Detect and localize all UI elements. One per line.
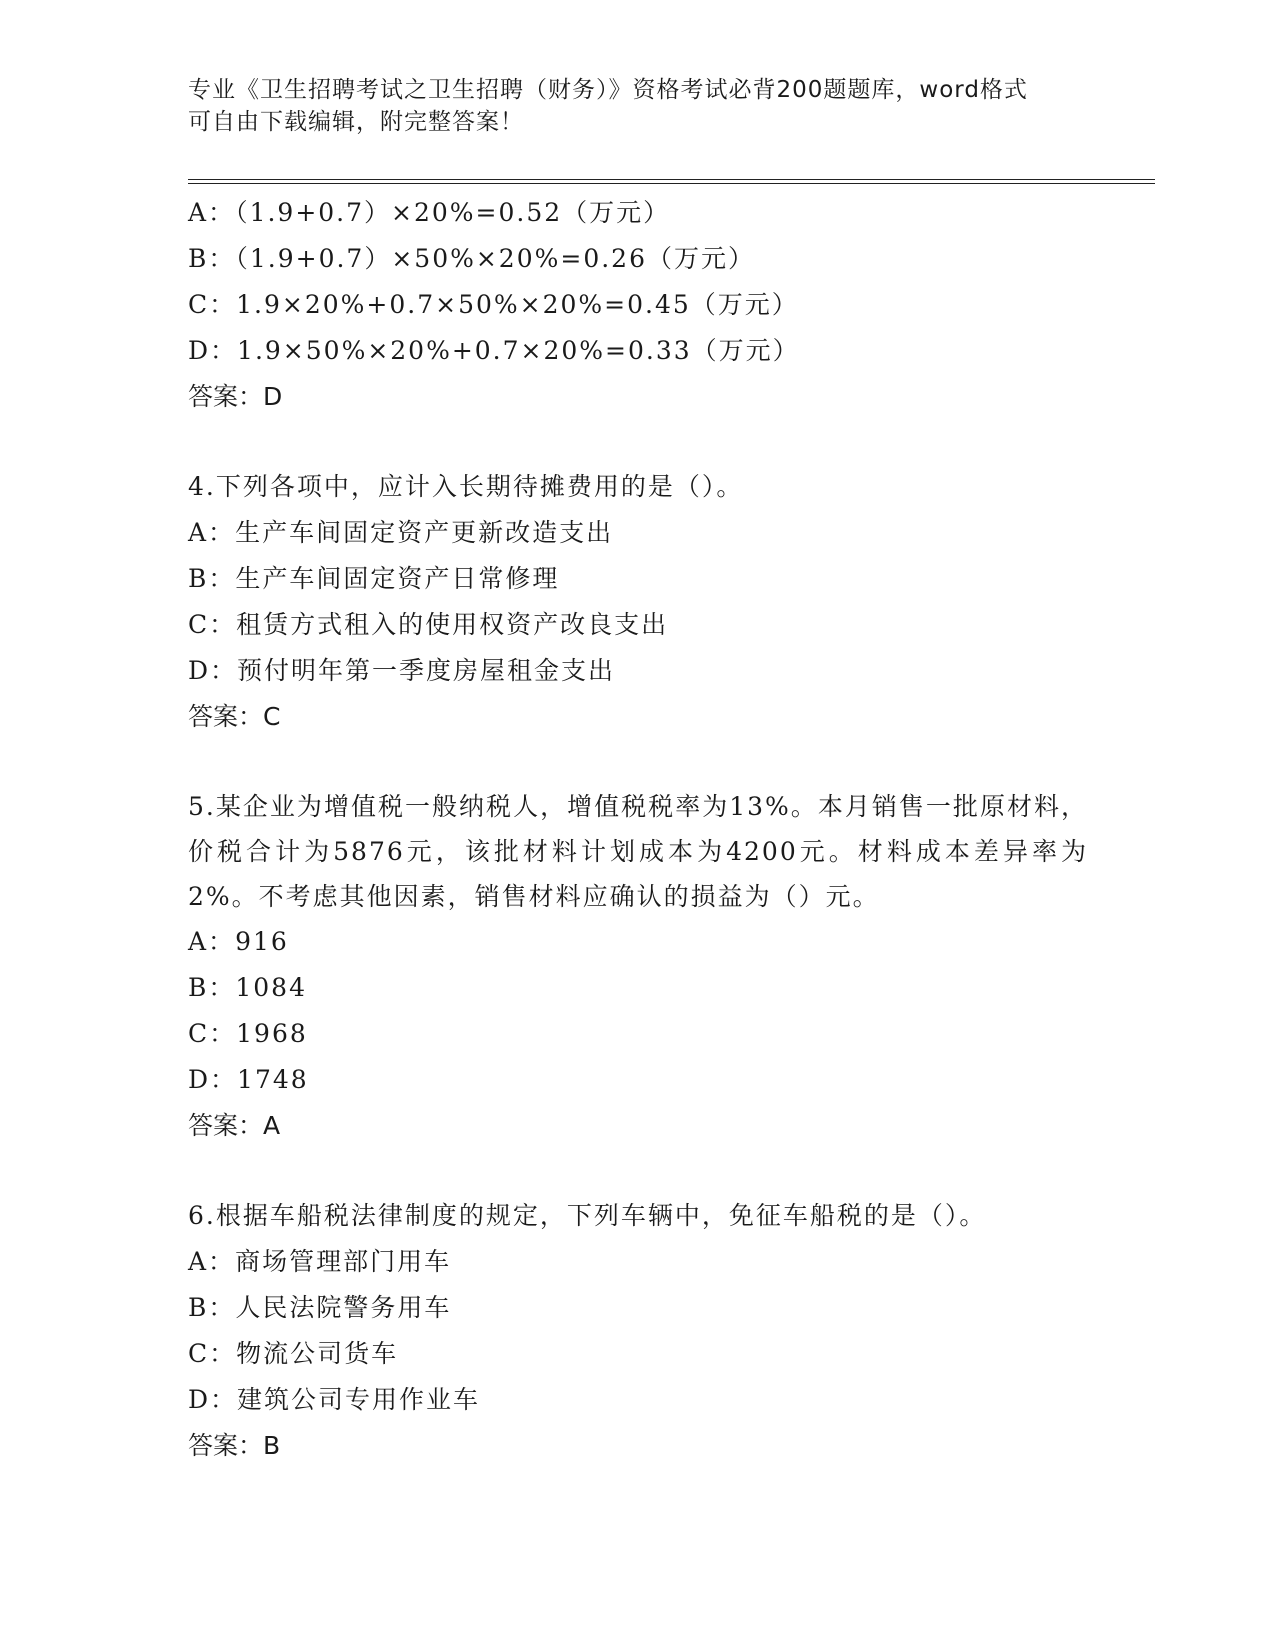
question-text: 6.根据车船税法律制度的规定，下列车辆中，免征车船税的是（）。	[188, 1201, 987, 1230]
spacer	[188, 1149, 1088, 1193]
question-6	[188, 1193, 1088, 1469]
option-text: （1.9+0.7）×50%×20%=0.26（万元）	[235, 244, 755, 273]
option-d	[188, 1057, 1088, 1103]
option-label: C：	[188, 1019, 237, 1048]
option-label: D：	[188, 1065, 238, 1094]
question-4	[188, 464, 1088, 740]
header-line-1: 专业《卫生招聘考试之卫生招聘（财务）》资格考试必背200题题库，word格式	[188, 77, 1028, 103]
option-label: D：	[188, 656, 238, 685]
option-b	[188, 1285, 1088, 1331]
answer-line: 答案：A	[188, 1111, 281, 1140]
option-text: 租赁方式租入的使用权资产改良支出	[236, 610, 669, 639]
answer-line: 答案：D	[188, 382, 283, 411]
option-text: 1968	[236, 1019, 308, 1048]
document-header	[188, 74, 1088, 138]
spacer	[188, 420, 1088, 464]
option-text: 1748	[237, 1065, 309, 1094]
question-5	[188, 784, 1088, 1149]
header-line-2: 可自由下载编辑，附完整答案！	[188, 109, 524, 135]
option-b	[188, 556, 1088, 602]
option-a	[188, 510, 1088, 556]
option-text: 建筑公司专用作业车	[237, 1385, 481, 1414]
option-c	[188, 1331, 1088, 1377]
option-label: A：	[188, 1247, 236, 1276]
option-text: 1084	[235, 973, 307, 1002]
option-label: C：	[188, 1339, 237, 1368]
option-text: 生产车间固定资产日常修理	[235, 564, 560, 593]
question-3	[188, 190, 1088, 420]
option-text: 预付明年第一季度房屋租金支出	[237, 656, 616, 685]
question-text: 5.某企业为增值税一般纳税人，增值税税率为13%。本月销售一批原材料，价税合计为5876元，该批材料计划成本为4200元。材料成本差异率为2%。不考虑其他因素，销售材料应确认的损益为（）元。	[188, 792, 1088, 911]
option-text: （1.9+0.7）×20%=0.52（万元）	[235, 198, 671, 227]
option-c	[188, 1011, 1088, 1057]
option-c	[188, 602, 1088, 648]
option-label: B：	[188, 564, 236, 593]
option-label: B：	[188, 244, 236, 273]
option-b	[188, 236, 1088, 282]
option-label: C：	[188, 290, 237, 319]
option-label: A：	[188, 927, 236, 956]
option-d	[188, 648, 1088, 694]
option-text: 1.9×20%+0.7×50%×20%=0.45（万元）	[236, 290, 799, 319]
option-c	[188, 282, 1088, 328]
question-list	[188, 190, 1088, 1469]
option-text: 1.9×50%×20%+0.7×20%=0.33（万元）	[237, 336, 800, 365]
option-label: B：	[188, 1293, 236, 1322]
option-label: D：	[188, 1385, 238, 1414]
option-d	[188, 1377, 1088, 1423]
header-divider-top	[188, 179, 1155, 180]
option-text: 物流公司货车	[236, 1339, 399, 1368]
option-text: 916	[235, 927, 289, 956]
option-d	[188, 328, 1088, 374]
option-text: 生产车间固定资产更新改造支出	[235, 518, 614, 547]
option-text: 人民法院警务用车	[235, 1293, 452, 1322]
option-label: B：	[188, 973, 236, 1002]
option-label: C：	[188, 610, 237, 639]
option-a	[188, 1239, 1088, 1285]
option-b	[188, 965, 1088, 1011]
option-text: 商场管理部门用车	[235, 1247, 452, 1276]
option-label: A：	[188, 518, 236, 547]
header-divider-bottom	[188, 183, 1155, 184]
option-label: D：	[188, 336, 238, 365]
question-text: 4.下列各项中，应计入长期待摊费用的是（）。	[188, 472, 744, 501]
answer-line: 答案：C	[188, 702, 281, 731]
spacer	[188, 740, 1088, 784]
answer-line: 答案：B	[188, 1431, 281, 1460]
option-a	[188, 919, 1088, 965]
option-a	[188, 190, 1088, 236]
option-label: A：	[188, 198, 236, 227]
